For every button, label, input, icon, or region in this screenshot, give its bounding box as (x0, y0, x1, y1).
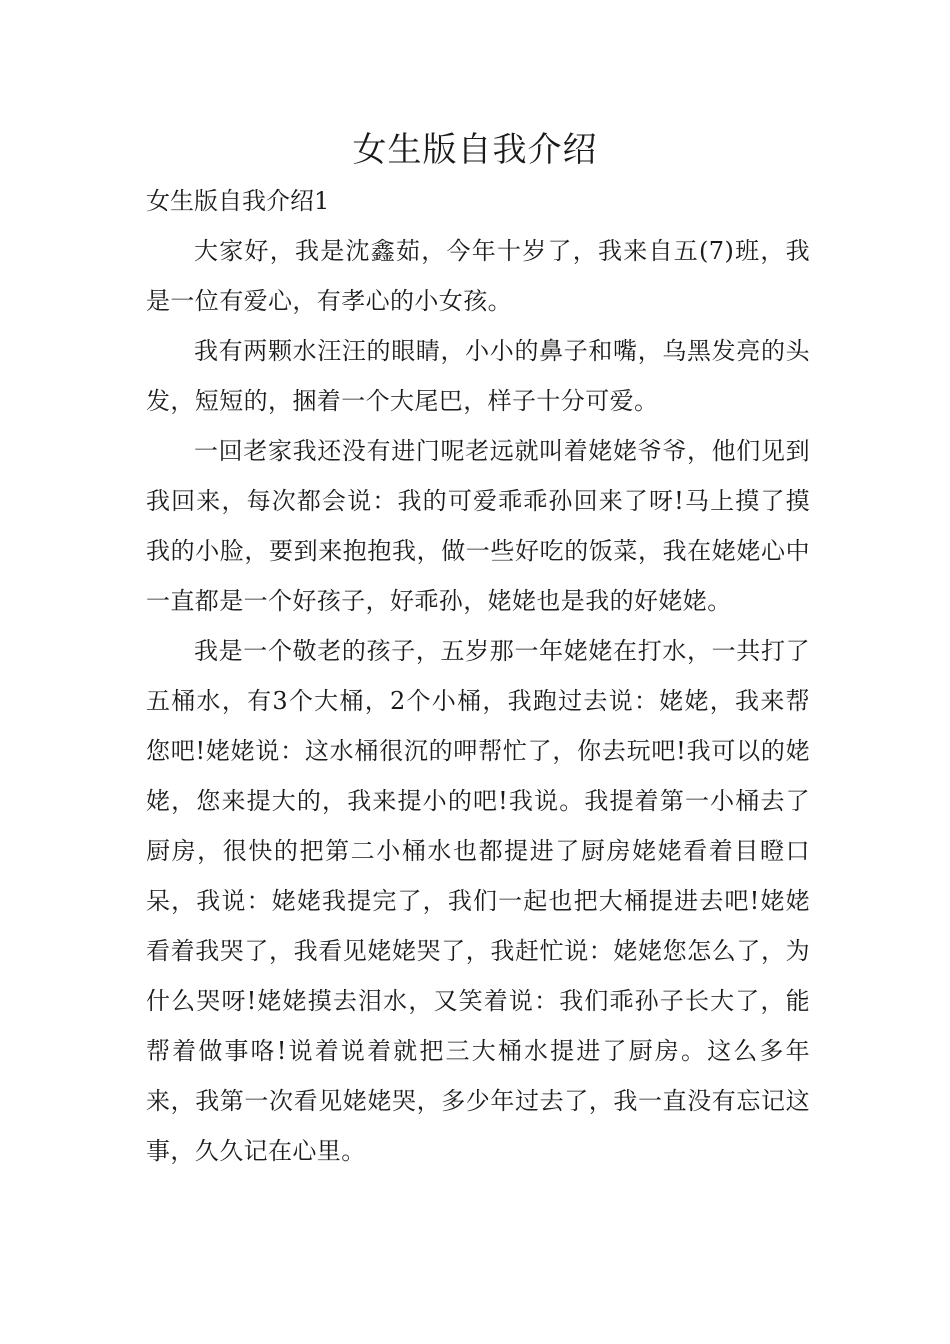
paragraph-intro: 大家好，我是沈鑫茹，今年十岁了，我来自五(7)班，我是一位有爱心，有孝心的小女孩。 (146, 237, 810, 315)
paragraph-story: 我是一个敬老的孩子，五岁那一年姥姥在打水，一共打了五桶水，有3个大桶，2个小桶，我跑过去说：姥姥，我来帮您吧!姥姥说：这水桶很沉的呷帮忙了，你去玩吧!我可以的姥姥，您来提大的，我来提小的吧!我说。我提着第一小桶去了厨房，很快的把第二小桶水也都提进了厨房姥姥看着目瞪口呆，我说：姥姥我提完了，我们一起也把大桶提进去吧!姥姥看着我哭了，我看见姥姥哭了，我赶忙说：姥姥您怎么了，为什么哭呀!姥姥摸去泪水，又笑着说：我们乖孙子长大了，能帮着做事咯!说着说着就把三大桶水提进了厨房。这么多年来，我第一次看见姥姥哭，多少年过去了，我一直没有忘记这事，久久记在心里。 (146, 637, 810, 1165)
document-body (146, 176, 810, 1176)
paragraph-hometown: 一回老家我还没有进门呢老远就叫着姥姥爷爷，他们见到我回来，每次都会说：我的可爱乖乖孙回来了呀!马上摸了摸我的小脸，要到来抱抱我，做一些好吃的饭菜，我在姥姥心中一直都是一个好孩子，好乖孙，姥姥也是我的好姥姥。 (146, 437, 810, 615)
section-heading: 女生版自我介绍1 (146, 187, 330, 215)
document-title: 女生版自我介绍 (352, 130, 598, 170)
paragraph-appearance: 我有两颗水汪汪的眼睛，小小的鼻子和嘴，乌黑发亮的头发，短短的，捆着一个大尾巴，样子十分可爱。 (146, 337, 810, 415)
